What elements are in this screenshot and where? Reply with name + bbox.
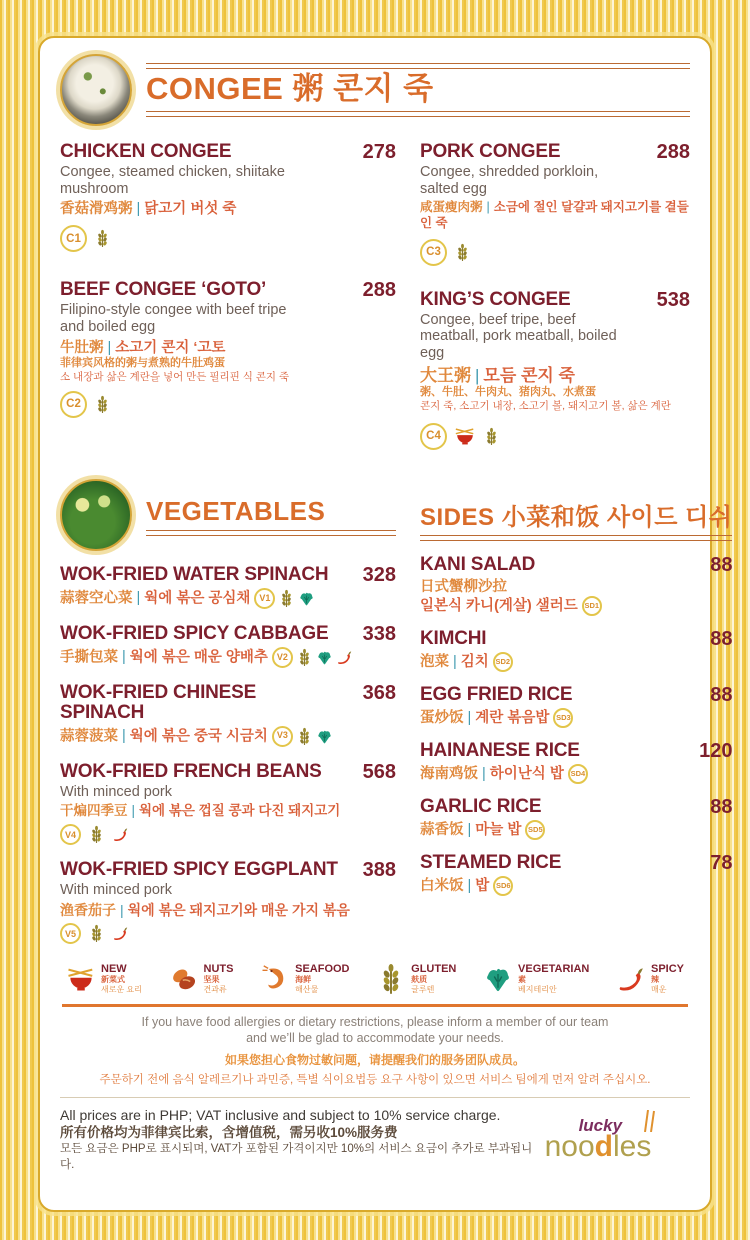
vegetarian-icon (316, 727, 333, 746)
congee-section-header (60, 54, 690, 126)
vegetarian-icon (483, 963, 513, 995)
logo-noodles (545, 1130, 652, 1163)
item-name-cn: 泡菜 (420, 653, 449, 670)
divider: | (120, 901, 124, 918)
chopsticks-icon (642, 1110, 656, 1132)
gluten-icon (94, 395, 111, 414)
item-name-cn: 蒜蓉菠菜 (60, 727, 118, 744)
item-code-badge: SD5 (525, 820, 545, 840)
item-name-cn: 大王粥 (420, 365, 471, 385)
vegetables-photo (60, 479, 132, 551)
item-name: EGG FRIED RICE (420, 684, 573, 706)
notice-en-line2: and we’ll be glad to accommodate your needs. (246, 1030, 504, 1045)
new-dish-icon (66, 963, 96, 995)
item-name-cn: 香菇滑鸡粥 (60, 201, 133, 218)
divider: | (486, 200, 490, 215)
divider: | (122, 727, 126, 744)
legend-item-gluten (376, 963, 456, 995)
legend-cn: 新菜式 (101, 975, 125, 985)
legend-kr: 매운 (650, 985, 667, 995)
item-name-cn: 蛋炒饭 (420, 709, 464, 726)
notice-en-line1: If you have food allergies or dietary restrictions, please inform a member of our team (141, 1015, 609, 1030)
item-name-cn: 咸蛋瘦肉粥 (420, 200, 483, 215)
item-description: Congee, shredded porkloin, salted egg (420, 164, 599, 197)
item-name: WOK-FRIED WATER SPINACH (60, 563, 329, 585)
item-extra-kr: 콘지 죽, 소고기 내장, 소고기 볼, 돼지고기 볼, 삶은 계란 (420, 399, 671, 412)
item-name-kr: 하이난식 밥 (489, 765, 564, 782)
legend-kr: 견과류 (203, 985, 227, 995)
divider: | (131, 803, 136, 819)
divider: | (136, 590, 141, 607)
item-description: Congee, beef tripe, beef meatball, pork meatball, boiled egg (420, 311, 617, 361)
allergy-notice (60, 1015, 690, 1086)
legend-divider (62, 1004, 688, 1007)
legend-item-spicy (616, 963, 684, 995)
footer-kr: 모든 요금은 PHP로 표시되며, VAT가 포함된 가격이지만 10%의 서비스 요금이 추가로 부과됩니다. (60, 1142, 533, 1171)
legend-label: VEGETARIAN (518, 963, 590, 976)
notice-kr: 주문하기 전에 음식 알레르기나 과민증, 특별 식이요법등 요구 사항이 있으면 서비스 팀에게 먼저 알려 주십시오. (99, 1073, 651, 1086)
item-name-kr: 모듬 콘지 죽 (483, 365, 575, 385)
gluten-icon (296, 727, 313, 746)
menu-item-chinese-spinach (60, 683, 396, 747)
vegetarian-icon (298, 589, 315, 608)
menu-item-beef-congee-goto (60, 280, 396, 417)
item-code-badge: V1 (254, 588, 275, 609)
item-name-cn: 蒜香饭 (420, 821, 464, 838)
item-name: WOK-FRIED FRENCH BEANS (60, 760, 322, 782)
item-name: HAINANESE RICE (420, 740, 580, 762)
divider: | (475, 365, 480, 385)
item-name-kr: 김치 (460, 653, 489, 670)
legend-label: NUTS (203, 963, 234, 976)
menu-item-chicken-congee (60, 142, 396, 252)
logo-noodles-part1: noo (544, 1130, 595, 1164)
divider: | (467, 821, 472, 838)
item-price: 88 (710, 628, 733, 651)
divider: | (467, 877, 472, 894)
item-price: 568 (362, 760, 396, 783)
item-name: PORK CONGEE (420, 141, 561, 162)
legend (66, 963, 684, 995)
item-price: 88 (710, 553, 733, 576)
item-name-kr: 닭고기 버섯 죽 (144, 201, 237, 218)
item-price: 88 (710, 796, 733, 819)
item-name: WOK-FRIED CHINESE SPINACH (60, 681, 257, 723)
legend-label: SPICY (650, 963, 684, 976)
menu-item-garlic-rice (420, 797, 732, 840)
item-name-kr: 계란 볶음밥 (475, 709, 550, 726)
menu-item-pork-congee (420, 142, 690, 266)
legend-cn: 麸质 (411, 975, 428, 985)
gluten-icon (88, 825, 105, 844)
spicy-icon (616, 963, 646, 995)
legend-kr: 글루텐 (411, 985, 435, 995)
menu-item-kani-salad (420, 555, 732, 616)
item-extra-cn: 菲律宾风格的粥与煮熟的牛肚鸡蛋 (60, 356, 225, 369)
menu-item-french-beans (60, 762, 396, 846)
divider: | (136, 201, 141, 218)
item-code-badge: V4 (60, 824, 81, 845)
item-name: KANI SALAD (420, 553, 536, 575)
item-name-cn: 蒜蓉空心菜 (60, 590, 133, 607)
item-price: 78 (710, 852, 733, 875)
legend-kr: 해산물 (295, 985, 319, 995)
menu-item-spicy-eggplant (60, 860, 396, 944)
item-price: 388 (362, 859, 396, 882)
legend-cn: 海鲜 (295, 975, 312, 985)
item-price: 368 (362, 681, 396, 704)
vegetables-section-header (60, 479, 396, 551)
menu-item-kings-congee (420, 290, 690, 450)
legend-kr: 새로운 요리 (101, 985, 142, 995)
sides-section-title: SIDES 小菜和饭 사이드 디쉬 (420, 503, 733, 531)
item-name-kr: 소고기 콘지 ‘고토 (115, 339, 226, 356)
item-name: WOK-FRIED SPICY CABBAGE (60, 622, 329, 644)
item-extra-kr: 소 내장과 삶은 계란을 넣어 만든 필리핀 식 콘지 죽 (60, 370, 290, 383)
divider: | (467, 709, 472, 726)
legend-cn: 坚果 (203, 975, 220, 985)
notice-cn: 如果您担心食物过敏问题，请提醒我们的服务团队成员。 (224, 1052, 525, 1067)
item-description: Congee, steamed chicken, shiitake mushroom (60, 164, 285, 197)
item-price: 288 (656, 141, 690, 163)
gluten-icon (454, 243, 471, 262)
item-name-kr: 웍에 볶은 껍질 콩과 다진 돼지고기 (139, 803, 341, 819)
item-code-badge: SD4 (568, 764, 588, 784)
spicy-icon (112, 825, 129, 844)
divider: | (482, 765, 486, 782)
item-name-kr: 웍에 볶은 돼지고기와 매운 가지 볶음 (127, 901, 350, 918)
rule-bottom (146, 111, 690, 117)
item-price: 120 (699, 740, 733, 763)
item-extra-cn: 粥、牛肚、牛肉丸、猪肉丸、水煮蛋 (420, 385, 596, 398)
item-name-cn: 海南鸡饭 (420, 765, 478, 782)
menu-item-spicy-cabbage (60, 624, 396, 668)
item-name-kr: 일본식 카니(게살) 샐러드 (420, 597, 578, 614)
legend-label: GLUTEN (411, 963, 457, 976)
item-price: 328 (362, 563, 396, 586)
item-name-kr: 마늘 밥 (475, 821, 522, 838)
legend-item-nuts (169, 963, 234, 995)
rule-bottom (420, 535, 732, 541)
nuts-icon (169, 963, 199, 995)
item-name: STEAMED RICE (420, 852, 562, 874)
logo-noodles-part2: d (594, 1130, 613, 1164)
spicy-icon (112, 924, 129, 943)
item-price: 538 (656, 288, 690, 311)
item-name-kr: 소금에 절인 달걀과 돼지고기를 곁들인 죽 (420, 200, 689, 230)
item-code-badge: SD2 (493, 652, 513, 672)
legend-item-new (66, 963, 142, 995)
vegetarian-icon (316, 648, 333, 667)
item-name: KIMCHI (420, 628, 487, 650)
item-price: 88 (710, 684, 733, 707)
menu-item-hainanese-rice (420, 741, 732, 784)
item-name-cn: 日式蟹柳沙拉 (420, 578, 507, 595)
item-name: GARLIC RICE (420, 796, 542, 818)
legend-cn: 素 (518, 975, 527, 985)
legend-label: SEAFOOD (295, 963, 350, 976)
item-name-kr: 웍에 볶은 매운 양배추 (129, 649, 268, 666)
item-name: KING’S CONGEE (420, 288, 571, 310)
item-code-badge: C3 (420, 239, 447, 266)
footer-en: All prices are in PHP; VAT inclusive and subject to 10% service charge. (60, 1106, 501, 1123)
new-dish-icon (454, 425, 476, 447)
rule-bottom (146, 530, 396, 536)
item-code-badge: SD1 (582, 596, 602, 616)
item-price: 338 (362, 622, 396, 645)
item-name-kr: 밥 (475, 877, 490, 894)
vegetables-section-title: VEGETABLES (146, 495, 326, 526)
item-description: Filipino-style congee with beef tripe and boiled egg (60, 302, 287, 336)
divider: | (453, 653, 457, 670)
gluten-icon (296, 648, 313, 667)
congee-photo (60, 54, 132, 126)
divider: | (107, 339, 112, 356)
item-name-cn: 渔香茄子 (60, 901, 116, 918)
legend-item-vegetarian (483, 963, 589, 995)
logo-lucky: lucky (578, 1116, 623, 1136)
legend-label: NEW (101, 963, 127, 976)
gluten-icon (483, 427, 500, 446)
item-price: 278 (362, 141, 396, 163)
item-code-badge: V5 (60, 923, 81, 944)
item-name-kr: 웍에 볶은 공심채 (144, 590, 251, 607)
item-name-kr: 웍에 볶은 중국 시금치 (129, 727, 268, 744)
item-name-cn: 牛肚粥 (60, 339, 104, 356)
item-code-badge: C2 (60, 391, 87, 418)
item-name-cn: 手撕包菜 (60, 649, 118, 666)
item-name-cn: 干煸四季豆 (60, 803, 128, 819)
menu-item-steamed-rice (420, 853, 732, 896)
item-name: WOK-FRIED SPICY EGGPLANT (60, 859, 338, 881)
item-code-badge: C1 (60, 225, 87, 252)
logo-noodles-part3: les (612, 1130, 652, 1164)
gluten-icon (278, 589, 295, 608)
spicy-icon (336, 648, 353, 667)
lucky-noodles-logo (545, 1116, 690, 1162)
item-description: With minced pork (60, 783, 173, 800)
item-name-cn: 白米饭 (420, 877, 464, 894)
legend-cn: 辣 (650, 975, 659, 985)
footer-cn: 所有价格均为菲律宾比索，含增值税，需另收10%服务费 (60, 1124, 398, 1140)
item-name: BEEF CONGEE ‘GOTO’ (60, 279, 267, 301)
gluten-icon (88, 924, 105, 943)
gluten-icon (376, 963, 406, 995)
menu-item-kimchi (420, 629, 732, 672)
divider: | (122, 649, 126, 666)
item-code-badge: C4 (420, 423, 447, 450)
menu-item-water-spinach (60, 565, 396, 609)
item-code-badge: SD3 (553, 708, 573, 728)
item-name: CHICKEN CONGEE (60, 141, 232, 162)
menu-card (38, 36, 733, 1212)
sides-section-header (420, 501, 732, 541)
item-code-badge: SD6 (493, 876, 513, 896)
congee-section-title: CONGEE 粥 콘지 죽 (146, 71, 434, 107)
item-price: 288 (362, 279, 396, 302)
gluten-icon (94, 229, 111, 248)
footer-divider (60, 1097, 690, 1098)
seafood-icon (260, 963, 290, 995)
footer (60, 1106, 690, 1173)
item-code-badge: V2 (272, 647, 293, 668)
item-description: With minced pork (60, 882, 173, 899)
item-code-badge: V3 (272, 726, 293, 747)
menu-item-egg-fried-rice (420, 685, 732, 728)
legend-kr: 베지테리안 (518, 985, 557, 995)
legend-item-seafood (260, 963, 349, 995)
